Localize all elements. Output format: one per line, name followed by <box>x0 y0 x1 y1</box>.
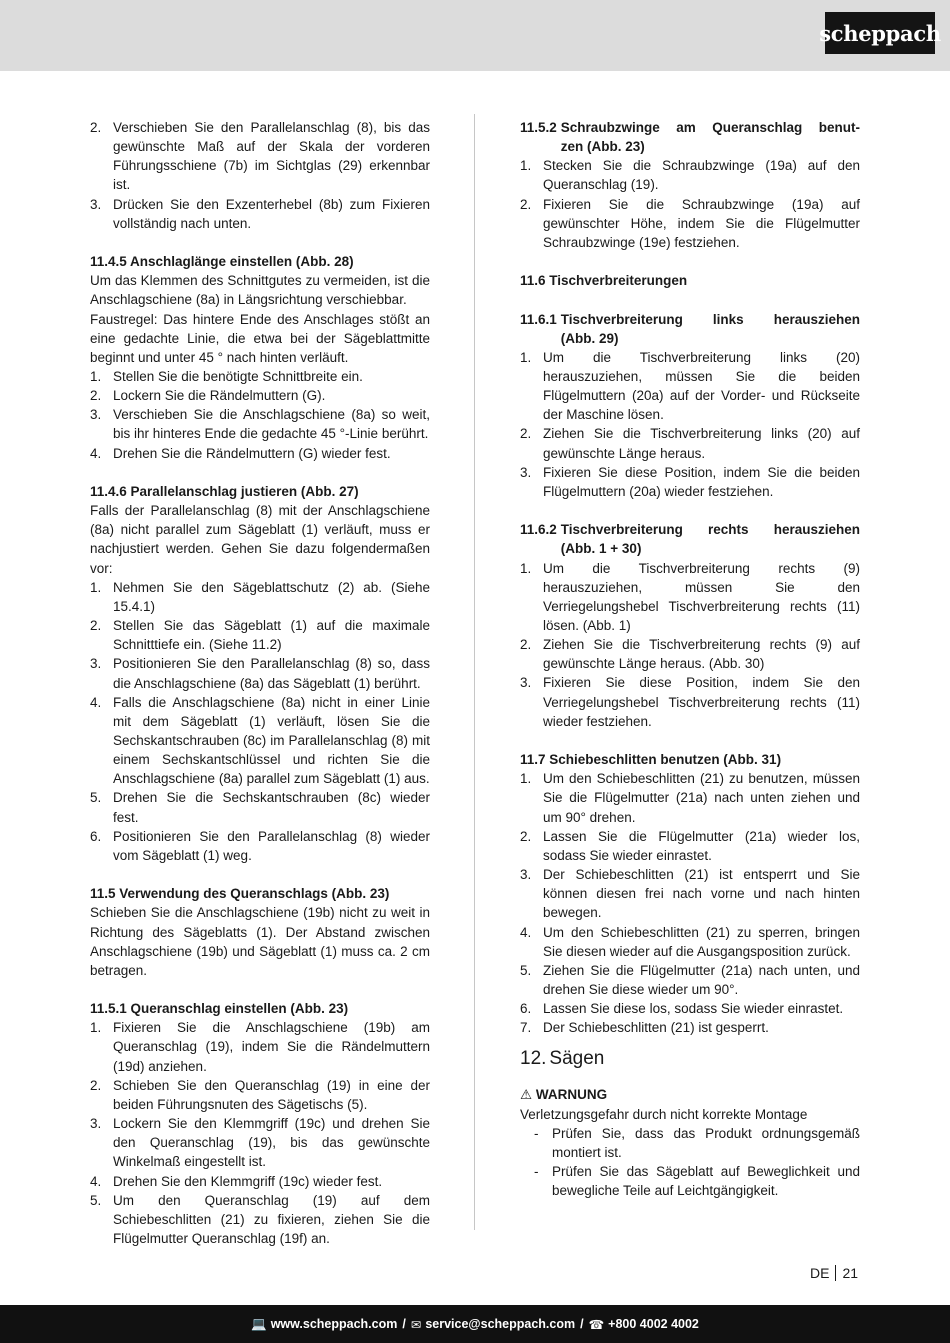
list-item: 6. Lassen Sie diese los, sodass Sie wieder einrastet. <box>520 1001 844 1017</box>
section-heading: 11.6.2 Tischverbreiterung rechts herausziehen (Abb. 1 + 30) <box>520 522 860 557</box>
list-item: 5. Ziehen Sie die Flügelmutter (21a) nach unten, und drehen Sie diese wieder um 90°. <box>520 962 860 997</box>
list-item: 2. Ziehen Sie die Tischverbreiterung links (20) auf gewünschte Länge heraus. <box>520 426 860 461</box>
warning-icon: ⚠ <box>520 1087 533 1103</box>
right-column <box>520 118 860 1200</box>
footer-bar: 💻 www.scheppach.com / ✉ service@scheppach.com / ☎ +800 4002 4002 <box>0 1305 950 1343</box>
section-heading: 11.5.1 Queranschlag einstellen (Abb. 23) <box>90 1001 349 1017</box>
list-item: 3. Der Schiebeschlitten (21) ist entsperrt und Sie können diesen frei nach vorne und nach hinten bewegen. <box>520 867 860 921</box>
header-bar <box>0 0 950 71</box>
scheppach-logo: scheppach <box>825 12 935 54</box>
list-item: 2. Verschieben Sie den Parallelanschlag (8), bis das gewünschte Maß auf der Skala der vorderen Führungsschiene (7b) im Sichtglas (29) erkennbar ist. <box>90 120 430 193</box>
paragraph: Falls der Parallelanschlag (8) mit der Anschlagschiene (8a) nicht parallel zum Sägeblatt (1) verläuft, muss er nachjustiert werden. Gehen Sie dazu folgendermaßen vor: <box>90 503 430 576</box>
section-heading: 11.7 Schiebeschlitten benutzen (Abb. 31) <box>520 752 782 768</box>
mail-icon: ✉ <box>410 1317 422 1332</box>
list-item: 1. Nehmen Sie den Sägeblattschutz (2) ab. (Siehe 15.4.1) <box>90 579 430 614</box>
section-heading: 11.5.2 Schraubzwinge am Queranschlag benut- zen (Abb. 23) <box>520 120 860 155</box>
list-item: 3. Positionieren Sie den Parallelanschlag (8) so, dass die Anschlagschiene (8a) das Sägeblatt (1) berührt. <box>90 656 430 691</box>
list-item: 7. Der Schiebeschlitten (21) ist gesperrt. <box>520 1020 769 1036</box>
list-item: 2. Ziehen Sie die Tischverbreiterung rechts (9) auf gewünschte Länge heraus. (Abb. 30) <box>520 637 860 672</box>
list-item: 5. Drehen Sie die Sechskantschrauben (8c) wieder fest. <box>90 790 430 825</box>
phone-link[interactable]: +800 4002 4002 <box>608 1317 699 1331</box>
list-item: 1. Um die Tischverbreiterung links (20) herauszuziehen, müssen Sie die beiden Flügelmuttern (20a) auf der Vorder- und Rückseite der Maschine lösen. <box>520 349 860 423</box>
warning-text: Verletzungsgefahr durch nicht korrekte Montage <box>520 1106 808 1122</box>
email-link[interactable]: service@scheppach.com <box>425 1317 576 1331</box>
section-heading: 11.6.1 Tischverbreiterung links herausziehen (Abb. 29) <box>520 311 860 346</box>
paragraph: Faustregel: Das hintere Ende des Anschlages stößt an eine gedachte Linie, die etwa bei der Sägeblattmitte beginnt und unter 45 ° nach hinten verläuft. <box>90 311 430 365</box>
list-item: 4. Drehen Sie die Rändelmuttern (G) wieder fest. <box>90 445 391 461</box>
left-column <box>90 118 430 1248</box>
list-item: 6. Positionieren Sie den Parallelanschlag (8) wieder vom Sägeblatt (1) weg. <box>90 828 430 863</box>
chapter-heading: 12. Sägen <box>520 1048 605 1070</box>
section-heading: 11.4.6 Parallelanschlag justieren (Abb. 27) <box>90 483 359 499</box>
list-item: 1. Fixieren Sie die Anschlagschiene (19b) am Queranschlag (19), indem Sie die Rändelmuttern (19d) anziehen. <box>90 1020 430 1074</box>
list-item: 1. Stecken Sie die Schraubzwinge (19a) auf den Queranschlag (19). <box>520 158 860 193</box>
list-item: 3. Lockern Sie den Klemmgriff (19c) und drehen Sie den Queranschlag (19), bis das gewünschte Winkelmaß eingestellt ist. <box>90 1116 430 1170</box>
list-item: 2. Fixieren Sie die Schraubzwinge (19a) auf gewünschter Höhe, indem Sie die Flügelmutter Schraubzwinge (19e) festziehen. <box>520 196 860 250</box>
list-item: 1. Um den Schiebeschlitten (21) zu benutzen, müssen Sie die Flügelmutter (21a) nach unten ziehen und um 90° drehen. <box>520 771 860 825</box>
section-heading: 11.6 Tischverbreiterungen <box>520 273 688 289</box>
list-item: 2. Stellen Sie das Sägeblatt (1) auf die maximale Schnitttiefe ein. (Siehe 11.2) <box>90 618 430 653</box>
list-item: 4. Drehen Sie den Klemmgriff (19c) wieder fest. <box>90 1173 383 1189</box>
list-item: 2. Lockern Sie die Rändelmuttern (G). <box>90 388 326 404</box>
website-link[interactable]: www.scheppach.com <box>270 1317 398 1331</box>
section-heading: 11.5 Verwendung des Queranschlags (Abb. 23) <box>90 886 390 902</box>
list-item: 5. Um den Queranschlag (19) auf dem Schiebeschlitten (21) zu fixieren, ziehen Sie die Flügelmutter Queranschlag (19f) an. <box>90 1192 430 1246</box>
list-item: 3. Verschieben Sie die Anschlagschiene (8a) so weit, bis ihr hinteres Ende die gedachte 45 °-Linie berührt. <box>90 407 430 442</box>
list-item: 1. Um die Tischverbreiterung rechts (9) herauszuziehen, müssen Sie den Verriegelungshebel Tischverbreiterung rechts (11) lösen. (Abb. 1) <box>520 560 860 634</box>
list-item: 3. Fixieren Sie diese Position, indem Sie den Verriegelungshebel Tischverbreiterung rechts (11) wieder festziehen. <box>520 675 860 729</box>
list-item: 3. Drücken Sie den Exzenterhebel (8b) zum Fixieren vollständig nach unten. <box>90 196 430 231</box>
column-divider <box>474 114 475 1230</box>
list-item: 1. Stellen Sie die benötigte Schnittbreite ein. <box>90 369 363 385</box>
list-item: - Prüfen Sie, dass das Produkt ordnungsgemäß montiert ist. <box>534 1125 860 1160</box>
computer-icon: 💻 <box>251 1316 267 1331</box>
page-number: DE 21 <box>810 1265 859 1281</box>
list-item: 3. Fixieren Sie diese Position, indem Sie die beiden Flügelmuttern (20a) wieder festziehen. <box>520 464 860 499</box>
list-item: - Prüfen Sie das Sägeblatt auf Beweglichkeit und bewegliche Teile auf Leichtgängigkeit. <box>534 1164 860 1199</box>
phone-icon: ☎ <box>588 1317 605 1332</box>
paragraph: Um das Klemmen des Schnittgutes zu vermeiden, ist die Anschlagschiene (8a) in Längsrichtung verschiebbar. <box>90 273 430 308</box>
section-heading: 11.4.5 Anschlaglänge einstellen (Abb. 28) <box>90 254 354 270</box>
paragraph: Schieben Sie die Anschlagschiene (19b) nicht zu weit in Richtung des Sägeblatts (1). Der Abstand zwischen Anschlagschiene (19b) und Sägeblatt (1) muss ca. 2 cm betragen. <box>90 905 430 978</box>
list-item: 4. Falls die Anschlagschiene (8a) nicht in einer Linie mit dem Sägeblatt (1) verläuft, lösen Sie die Sechskantschrauben (8c) im Parallelanschlag (8) mit einem Sechskantschlüssel und richten Sie die Anschlagschiene (8a) parallel zum Sägeblatt (1) aus. <box>90 694 430 787</box>
warning-heading: ⚠ WARNUNG <box>520 1087 608 1103</box>
list-item: 4. Um den Schiebeschlitten (21) zu sperren, bringen Sie diesen wieder auf die Ausgangsposition zurück. <box>520 924 860 959</box>
list-item: 2. Lassen Sie die Flügelmutter (21a) wieder los, sodass Sie wieder einrastet. <box>520 828 860 863</box>
list-item: 2. Schieben Sie den Queranschlag (19) in eine der beiden Führungsnuten des Sägetischs (5). <box>90 1077 430 1112</box>
